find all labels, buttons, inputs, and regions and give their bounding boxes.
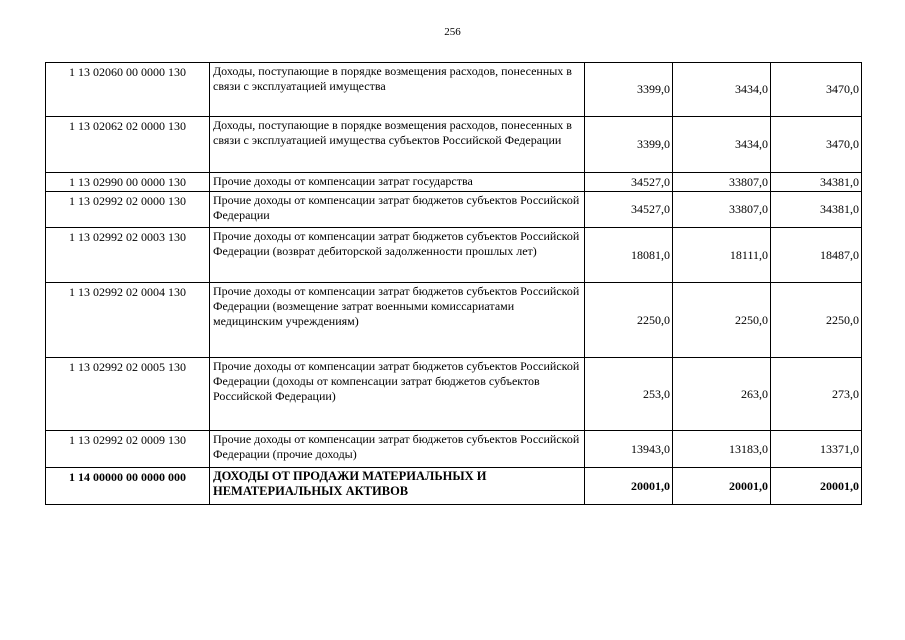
row-code: 1 13 02992 02 0000 130 [46,192,210,228]
row-value-year2: 3434,0 [673,117,771,173]
row-value-year2: 263,0 [673,358,771,431]
row-value-year1: 18081,0 [585,228,673,283]
row-value-year2: 33807,0 [673,173,771,192]
row-value-year3: 3470,0 [771,117,862,173]
row-value-year3: 18487,0 [771,228,862,283]
row-value-year3: 34381,0 [771,173,862,192]
row-name: Прочие доходы от компенсации затрат бюджетов субъектов Российской Федерации (возврат дебиторской задолженности прошлых лет) [210,228,585,283]
row-code: 1 13 02062 02 0000 130 [46,117,210,173]
row-value-year3: 3470,0 [771,63,862,117]
row-value-year1: 3399,0 [585,63,673,117]
row-value-year1: 13943,0 [585,431,673,468]
row-value-year1: 253,0 [585,358,673,431]
row-value-year3: 2250,0 [771,283,862,358]
page-number: 256 [444,26,461,38]
row-name: Доходы, поступающие в порядке возмещения расходов, понесенных в связи с эксплуатацией имущества [210,63,585,117]
row-code: 1 13 02992 02 0004 130 [46,283,210,358]
row-value-year2: 13183,0 [673,431,771,468]
row-value-year1: 34527,0 [585,192,673,228]
row-code: 1 13 02992 02 0003 130 [46,228,210,283]
row-name: Прочие доходы от компенсации затрат государства [210,173,585,192]
row-name: Прочие доходы от компенсации затрат бюджетов субъектов Российской Федерации (прочие доходы) [210,431,585,468]
row-name: Доходы, поступающие в порядке возмещения расходов, понесенных в связи с эксплуатацией имущества субъектов Российской Федерации [210,117,585,173]
row-code: 1 13 02992 02 0009 130 [46,431,210,468]
row-name: Прочие доходы от компенсации затрат бюджетов субъектов Российской Федерации (возмещение затрат военными комиссариатами медицинским учреждениям) [210,283,585,358]
row-name: Прочие доходы от компенсации затрат бюджетов субъектов Российской Федерации [210,192,585,228]
row-value-year2: 33807,0 [673,192,771,228]
row-value-year2: 3434,0 [673,63,771,117]
row-value-year3: 13371,0 [771,431,862,468]
row-value-year3: 273,0 [771,358,862,431]
table-row [46,192,862,228]
row-name: Прочие доходы от компенсации затрат бюджетов субъектов Российской Федерации (доходы от компенсации затрат бюджетов субъектов Российской Федерации) [210,358,585,431]
row-value-year3: 34381,0 [771,192,862,228]
table-row [46,283,862,358]
table-row [46,63,862,117]
row-code: 1 13 02992 02 0005 130 [46,358,210,431]
row-code: 1 13 02060 00 0000 130 [46,63,210,117]
row-value-year2: 2250,0 [673,283,771,358]
row-code: 1 14 00000 00 0000 000 [46,468,210,505]
table-row [46,173,862,192]
row-value-year2: 18111,0 [673,228,771,283]
row-value-year1: 3399,0 [585,117,673,173]
row-value-year1: 20001,0 [585,468,673,505]
table-row [46,431,862,468]
table-row [46,228,862,283]
row-name: ДОХОДЫ ОТ ПРОДАЖИ МАТЕРИАЛЬНЫХ И НЕМАТЕРИАЛЬНЫХ АКТИВОВ [210,468,585,505]
table-row [46,358,862,431]
table-row-total [46,468,862,505]
row-code: 1 13 02990 00 0000 130 [46,173,210,192]
row-value-year1: 34527,0 [585,173,673,192]
row-value-year3: 20001,0 [771,468,862,505]
revenue-table [45,62,862,505]
row-value-year1: 2250,0 [585,283,673,358]
table-row [46,117,862,173]
row-value-year2: 20001,0 [673,468,771,505]
